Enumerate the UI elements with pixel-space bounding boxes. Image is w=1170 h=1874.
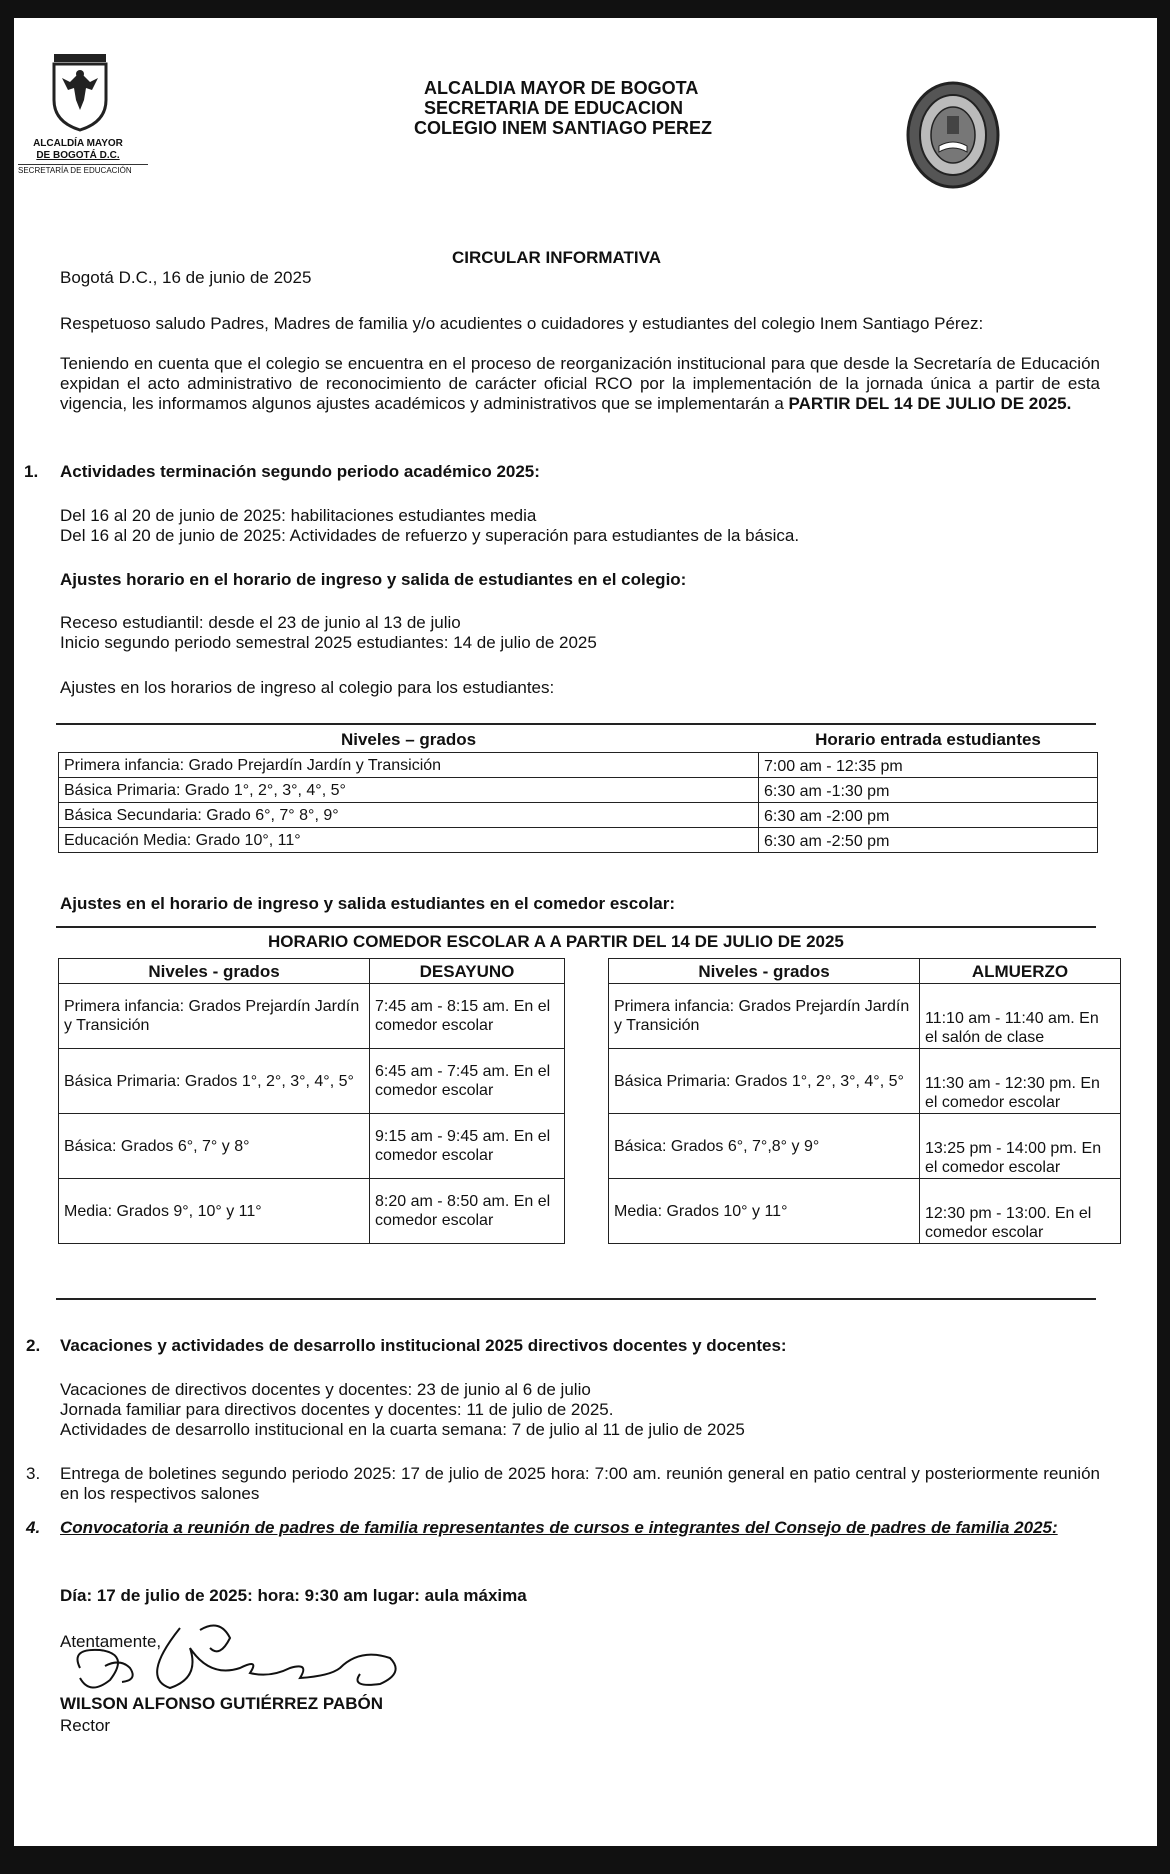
header-title-2: SECRETARIA DE EDUCACION — [424, 98, 684, 118]
signature-scribble — [60, 1618, 420, 1704]
lunch-table — [608, 958, 1121, 1244]
breakfast-time-cell: 8:20 am - 8:50 am. En el comedor escolar — [370, 1179, 565, 1244]
bogota-coat-of-arms — [50, 52, 110, 132]
entry-time-cell: 6:30 am -1:30 pm — [759, 778, 1098, 803]
section4-text: Convocatoria a reunión de padres de familia representantes de cursos e integrantes del Consejo de padres de familia 2025: — [60, 1518, 1058, 1537]
section3-text: Entrega de boletines segundo periodo 2025: 17 de julio de 2025 hora: 7:00 am. reunión general en patio central y posteriormente reunión en los respectivos salones — [60, 1464, 1100, 1503]
section1-line2: Del 16 al 20 de junio de 2025: Actividades de refuerzo y superación para estudiantes de la básica. — [60, 526, 800, 545]
lunch-time-cell: 11:30 am - 12:30 pm. En el comedor escolar — [920, 1049, 1121, 1114]
table-row — [59, 778, 1098, 803]
breakfast-table — [58, 958, 565, 1244]
lunch-level-cell: Básica Primaria: Grados 1°, 2°, 3°, 4°, 5° — [609, 1049, 920, 1114]
logo-caption — [18, 138, 138, 162]
table-row — [609, 984, 1121, 1049]
table-row — [59, 803, 1098, 828]
header-title-1: ALCALDIA MAYOR DE BOGOTA — [424, 78, 699, 98]
logo-line-1: ALCALDÍA MAYOR — [33, 138, 123, 149]
section2-number: 2. — [26, 1336, 41, 1355]
lunch-level-cell: Básica: Grados 6°, 7°,8° y 9° — [609, 1114, 920, 1179]
section1-line1: Del 16 al 20 de junio de 2025: habilitaciones estudiantes media — [60, 506, 537, 525]
lunch-time-cell: 11:10 am - 11:40 am. En el salón de clase — [920, 984, 1121, 1049]
signer-name: WILSON ALFONSO GUTIÉRREZ PABÓN — [60, 1694, 383, 1713]
section1-title: Actividades terminación segundo periodo académico 2025: — [60, 462, 540, 481]
comedor-title: HORARIO COMEDOR ESCOLAR A A PARTIR DEL 14 DE JULIO DE 2025 — [268, 932, 844, 951]
lunch-time-cell: 12:30 pm - 13:00. En el comedor escolar — [920, 1179, 1121, 1244]
signer-role: Rector — [60, 1716, 111, 1735]
breakfast-table-header — [59, 959, 565, 984]
breakfast-col-time: DESAYUNO — [370, 959, 565, 984]
intro-text: Teniendo en cuenta que el colegio se encuentra en el proceso de reorganización institucional para que desde la Secretaría de Educación expidan el acto administrativo de reconocimiento de carácter oficial RCO por la implementación de la jornada única a partir de esta vigencia, les informamos algunos ajustes académicos y administrativos que se implementarán a — [60, 354, 1100, 413]
coat-of-arms-icon — [50, 52, 110, 132]
breakfast-time-cell: 7:45 am - 8:15 am. En el comedor escolar — [370, 984, 565, 1049]
meeting-line: Día: 17 de julio de 2025: hora: 9:30 am lugar: aula máxima — [60, 1586, 527, 1605]
breakfast-level-cell: Básica: Grados 6°, 7° y 8° — [59, 1114, 370, 1179]
section2-line1: Vacaciones de directivos docentes y docentes: 23 de junio al 6 de julio — [60, 1380, 591, 1399]
logo-line-2: DE BOGOTÁ D.C. — [36, 150, 120, 161]
lunch-table-header — [609, 959, 1121, 984]
table-row — [609, 1179, 1121, 1244]
section1-line5: Ajustes en los horarios de ingreso al colegio para los estudiantes: — [60, 678, 555, 697]
entry-time-cell: 7:00 am - 12:35 pm — [759, 753, 1098, 778]
breakfast-level-cell: Media: Grados 9°, 10° y 11° — [59, 1179, 370, 1244]
lunch-level-cell: Media: Grados 10° y 11° — [609, 1179, 920, 1244]
section2-title: Vacaciones y actividades de desarrollo institucional 2025 directivos docentes y docentes: — [60, 1336, 787, 1355]
section1-number: 1. — [24, 462, 39, 481]
intro-bold: PARTIR DEL 14 DE JULIO DE 2025. — [788, 394, 1072, 413]
entry-level-cell: Básica Secundaria: Grado 6°, 7° 8°, 9° — [59, 803, 759, 828]
table-row — [59, 828, 1098, 853]
breakfast-time-cell: 9:15 am - 9:45 am. En el comedor escolar — [370, 1114, 565, 1179]
entry-schedule-table — [58, 726, 1098, 853]
entry-time-cell: 6:30 am -2:00 pm — [759, 803, 1098, 828]
breakfast-time-cell: 6:45 am - 7:45 am. En el comedor escolar — [370, 1049, 565, 1114]
document-page — [14, 18, 1157, 1846]
entry-time-cell: 6:30 am -2:50 pm — [759, 828, 1098, 853]
comedor-bottom-rule — [56, 1298, 1096, 1300]
date-line: Bogotá D.C., 16 de junio de 2025 — [60, 268, 312, 287]
table-row — [59, 984, 565, 1049]
table-row — [59, 1114, 565, 1179]
table-row — [59, 753, 1098, 778]
entry-col-time: Horario entrada estudiantes — [815, 729, 1041, 749]
comedor-subtitle: Ajustes en el horario de ingreso y salida estudiantes en el comedor escolar: — [60, 894, 676, 913]
lunch-time-cell: 13:25 pm - 14:00 pm. En el comedor escolar — [920, 1114, 1121, 1179]
school-seal-icon — [905, 80, 1001, 190]
section4-number: 4. — [26, 1518, 41, 1537]
lunch-col-level: Niveles - grados — [609, 959, 920, 984]
entry-col-level: Niveles – grados — [340, 729, 477, 749]
entry-table-header — [59, 726, 1098, 753]
breakfast-level-cell: Básica Primaria: Grados 1°, 2°, 3°, 4°, 5° — [59, 1049, 370, 1114]
table-row — [59, 1179, 565, 1244]
section2-line3: Actividades de desarrollo institucional en la cuarta semana: 7 de julio al 11 de julio de 2025 — [60, 1420, 745, 1439]
breakfast-col-level: Niveles - grados — [59, 959, 370, 984]
entry-level-cell: Educación Media: Grado 10°, 11° — [59, 828, 759, 853]
greeting: Respetuoso saludo Padres, Madres de familia y/o acudientes o cuidadores y estudiantes del colegio Inem Santiago Pérez: — [60, 314, 984, 333]
section1-line3: Receso estudiantil: desde el 23 de junio al 13 de julio — [60, 613, 461, 632]
header-title-3: COLEGIO INEM SANTIAGO PEREZ — [414, 118, 713, 138]
table-row — [609, 1049, 1121, 1114]
table-row — [59, 1049, 565, 1114]
table-row — [609, 1114, 1121, 1179]
table-top-rule — [56, 723, 1096, 725]
circular-title: CIRCULAR INFORMATIVA — [452, 248, 662, 267]
section3-number: 3. — [26, 1464, 41, 1483]
section2-line2: Jornada familiar para directivos docentes y docentes: 11 de julio de 2025. — [60, 1400, 614, 1419]
comedor-top-rule — [56, 926, 1096, 928]
section1-subtitle: Ajustes horario en el horario de ingreso y salida de estudiantes en el colegio: — [60, 570, 687, 589]
signature — [60, 1618, 420, 1704]
logo-line-3: SECRETARÍA DE EDUCACIÓN — [18, 164, 148, 175]
school-seal — [905, 80, 1001, 190]
closing: Atentamente, — [60, 1632, 162, 1651]
entry-level-cell: Primera infancia: Grado Prejardín Jardín y Transición — [59, 753, 759, 778]
entry-level-cell: Básica Primaria: Grado 1°, 2°, 3°, 4°, 5° — [59, 778, 759, 803]
lunch-level-cell: Primera infancia: Grados Prejardín Jardín y Transición — [609, 984, 920, 1049]
section1-line4: Inicio segundo periodo semestral 2025 estudiantes: 14 de julio de 2025 — [60, 633, 597, 652]
intro-paragraph — [60, 354, 1100, 414]
lunch-col-time: ALMUERZO — [920, 959, 1121, 984]
breakfast-level-cell: Primera infancia: Grados Prejardín Jardín y Transición — [59, 984, 370, 1049]
